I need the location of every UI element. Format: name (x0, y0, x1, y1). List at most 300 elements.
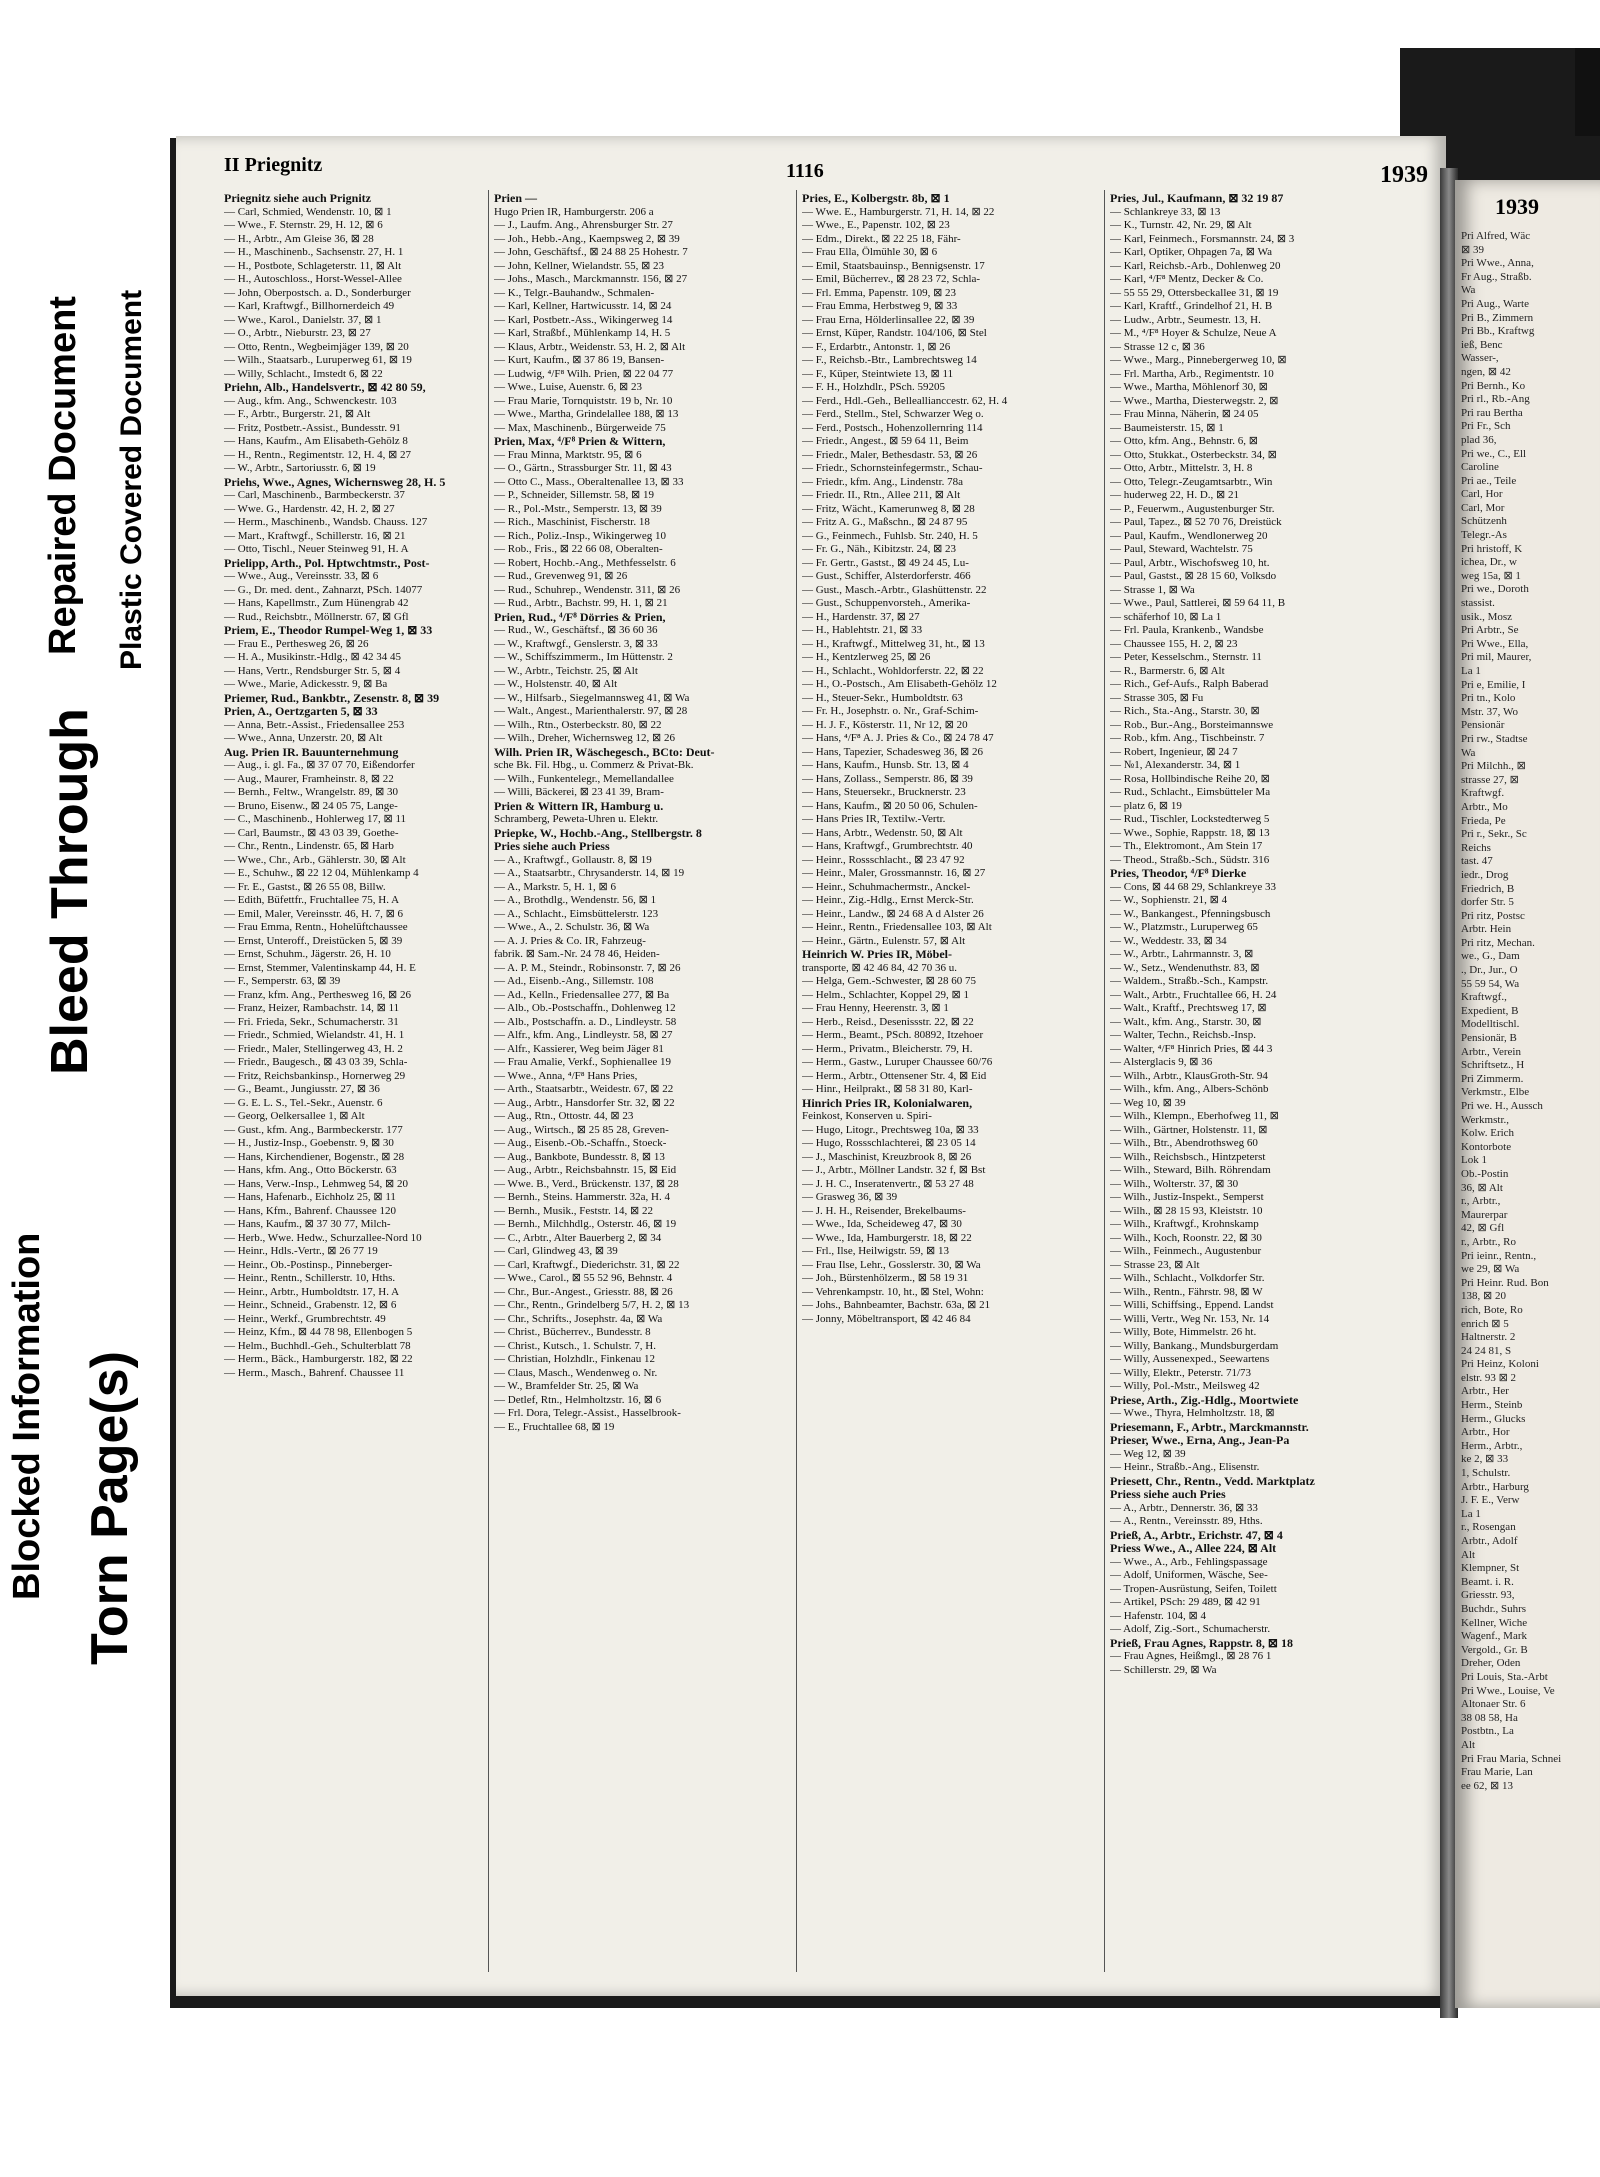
right-page-line: ke 2, ⊠ 33 (1461, 1453, 1509, 1466)
directory-entry: — Max, Maschinenb., Bürgerweide 75 (494, 421, 666, 434)
directory-entry: — Edith, Büfettfr., Fruchtallee 75, H. A (224, 894, 400, 906)
directory-heading-entry: Priess Wwe., A., Allee 224, ⊠ Alt (1110, 1542, 1277, 1555)
directory-entry: — H., Kraftwgf., Mittelweg 31, ht., ⊠ 13 (802, 637, 985, 650)
directory-entry: — John, Oberpostsch. a. D., Sonderburger (224, 286, 411, 299)
directory-entry: — Frau Amalie, Verkf., Sophienallee 19 (494, 1056, 671, 1068)
directory-entry: — Aug., Eisenb.-Ob.-Schaffn., Stoeck- (494, 1137, 667, 1149)
right-page-line: Pri Frau Maria, Schnei (1461, 1752, 1562, 1765)
directory-entry: — Wwe., Paul, Sattlerei, ⊠ 59 64 11, B (1110, 597, 1286, 609)
directory-entry: — Paul, Tapez., ⊠ 52 70 76, Dreistück (1110, 516, 1282, 528)
directory-entry: — Hans, Kaufm., ⊠ 37 30 77, Milch- (224, 1218, 391, 1230)
torn-pages-label: Torn Page(s) (81, 1351, 139, 1665)
directory-entry: — Helm., Buchhdl.-Geh., Schulterblatt 78 (224, 1339, 411, 1352)
right-page-line: La 1 (1461, 1507, 1481, 1520)
right-page-line: enrich ⊠ 5 (1461, 1317, 1509, 1330)
directory-entry: — P., Feuerwm., Augustenburger Str. (1110, 502, 1275, 515)
directory-entry: — Herm., Privatm., Bleicherstr. 79, H. (802, 1042, 973, 1055)
directory-entry: — Bernh., Steins. Hammerstr. 32a, H. 4 (494, 1191, 670, 1203)
directory-entry: — Frl., Ilse, Heilwigstr. 59, ⊠ 13 (802, 1245, 950, 1257)
directory-entry: — Frau Erna, Hölderlinsallee 22, ⊠ 39 (802, 313, 975, 326)
directory-heading-entry: Priegnitz siehe auch Prignitz (224, 192, 371, 205)
directory-entry: — H., Hardenstr. 37, ⊠ 27 (802, 610, 920, 623)
directory-entry: — Willy, Pol.-Mstr., Meilsweg 42 (1110, 1380, 1260, 1392)
directory-entry: — Klaus, Arbtr., Weidenstr. 53, H. 2, ⊠ Alt (494, 340, 686, 353)
directory-entry: — Herm., Masch., Bahrenf. Chaussee 11 (224, 1366, 405, 1379)
directory-entry: — Wilh., ⊠ 28 15 93, Kleiststr. 10 (1110, 1204, 1263, 1217)
directory-entry: — Gust., Masch.-Arbtr., Glashüttenstr. 22 (802, 583, 987, 596)
directory-heading-entry: Priemer, Rud., Bankbtr., Zesenstr. 8, ⊠ 39 (224, 691, 440, 705)
right-page-line: Herm., Steinb (1461, 1399, 1523, 1412)
directory-entry: — Walt., Angest., Marienthalerstr. 97, ⊠ 28 (494, 705, 688, 717)
directory-entry: — Paul, Steward, Wachtelstr. 75 (1110, 543, 1253, 555)
right-page-line: ., Dr., Jur., O (1461, 964, 1518, 977)
directory-entry: — John, Geschäftsf., ⊠ 24 88 25 Hohestr. 7 (494, 246, 688, 258)
directory-entry: — Paul, Kaufm., Wendlonerweg 20 (1110, 529, 1268, 542)
directory-entry: — Fritz, Wächt., Kamerunweg 8, ⊠ 28 (802, 502, 975, 515)
directory-heading-entry: Priesemann, F., Arbtr., Marckmannstr. (1110, 1420, 1309, 1434)
directory-entry: — W., Setz., Wendenuthstr. 83, ⊠ (1110, 961, 1260, 974)
directory-entry: — Rich., Gef-Aufs., Ralph Baberad (1110, 678, 1269, 690)
directory-entry: — Wilh., Staatsarb., Luruperweg 61, ⊠ 19 (224, 354, 412, 366)
directory-entry: — Wwe., A., Arb., Fehlingspassage (1110, 1555, 1268, 1568)
right-page-line: Pri Aug., Warte (1461, 297, 1529, 310)
directory-entry: — Herb., Reisd., Desenissstr. 22, ⊠ 22 (802, 1015, 974, 1028)
right-page-line: Klempner, St (1461, 1562, 1520, 1575)
directory-entry: — Ferd., Postsch., Hohenzollernring 114 (802, 421, 983, 434)
directory-entry: — Hans Pries IR, Textilw.-Vertr. (802, 813, 946, 825)
directory-entry: — H., Hablehtstr. 21, ⊠ 33 (802, 624, 923, 636)
directory-entry: — Rud., Schlacht., Eimsbütteler Ma (1110, 786, 1271, 798)
directory-entry: — J. H. H., Reisender, Brekelbaums- (802, 1204, 966, 1217)
directory-column-1 (224, 192, 484, 1972)
directory-entry: — Ferd., Stellm., Stel, Schwarzer Weg o. (802, 408, 984, 420)
directory-entry: — Rud., Grevenweg 91, ⊠ 26 (494, 570, 628, 582)
directory-entry: — Ludwig, ⁴/F⁸ Wilh. Prien, ⊠ 22 04 77 (494, 367, 674, 380)
directory-heading-entry: Pries siehe auch Priess (494, 840, 610, 853)
directory-entry: — Wwe., Chr., Arb., Gählerstr. 30, ⊠ Alt (224, 853, 406, 866)
directory-entry: — Fr. Gertr., Gastst., ⊠ 49 24 45, Lu- (802, 556, 969, 569)
right-page-line: Pri r., Sekr., Sc (1461, 828, 1527, 841)
directory-entry: — W., Platzmstr., Luruperweg 65 (1110, 921, 1258, 933)
directory-entry: — Wwe., Thyra, Helmholtzstr. 18, ⊠ (1110, 1407, 1275, 1419)
directory-entry: — Rud., Schuhrep., Wendenstr. 311, ⊠ 26 (494, 583, 681, 596)
directory-entry: — Hinr., Heilprakt., ⊠ 58 31 80, Karl- (802, 1083, 973, 1095)
directory-entry: — W., Hilfsarb., Siegelmannsweg 41, ⊠ Wa (494, 691, 690, 704)
right-page-line: Mstr. 37, Wo (1461, 705, 1518, 718)
directory-entry: — Friedr., Schmied, Wielandstr. 41, H. 1 (224, 1029, 405, 1041)
right-page-line: stassist. (1461, 597, 1495, 610)
directory-entry: — H., O.-Postsch., Am Elisabeth-Gehölz 12 (802, 678, 997, 690)
directory-entry: — Hans, Verw.-Insp., Lehmweg 54, ⊠ 20 (224, 1177, 408, 1190)
directory-entry: — A., Arbtr., Dennerstr. 36, ⊠ 33 (1110, 1501, 1258, 1514)
right-page-line: Pensionär, B (1461, 1032, 1517, 1045)
directory-entry: — Heinr., Hdls.-Vertr., ⊠ 26 77 19 (224, 1245, 378, 1257)
directory-entry: — Karl, ⁴/F⁸ Mentz, Decker & Co. (1110, 273, 1264, 285)
directory-entry: — Wwe., Luise, Auenstr. 6, ⊠ 23 (494, 381, 643, 393)
directory-entry: — Chr., Rentn., Lindenstr. 65, ⊠ Harb (224, 840, 394, 852)
directory-entry: — Kurt, Kaufm., ⊠ 37 86 19, Bansen- (494, 354, 665, 366)
directory-entry: — Wwe., Marg., Pinnebergerweg 10, ⊠ (1110, 354, 1287, 366)
directory-entry: — Adolf, Uniformen, Wäsche, See- (1110, 1569, 1268, 1581)
directory-entry: — W., Holstenstr. 40, ⊠ Alt (494, 678, 618, 690)
right-page-line: rich, Bote, Ro (1461, 1303, 1523, 1316)
right-page-line: Griesstr. 93, (1461, 1589, 1515, 1602)
directory-entry: — A. P. M., Steindr., Robinsonstr. 7, ⊠ 26 (494, 961, 681, 974)
directory-entry: — Ad., Eisenb.-Ang., Sillemstr. 108 (494, 975, 654, 987)
directory-entry: — Wilh., Funkentelegr., Memellandallee (494, 772, 674, 785)
directory-entry: — Karl, Kraftf., Grindelhof 21, H. B (1110, 300, 1273, 312)
right-page-line: Dreher, Oden (1461, 1657, 1521, 1670)
directory-entry: — 55 55 29, Ottersbeckallee 31, ⊠ 19 (1110, 286, 1279, 299)
directory-entry: — Wilh., Koch, Roonstr. 22, ⊠ 30 (1110, 1231, 1262, 1244)
directory-heading-entry: Wilh. Prien IR, Wäschegesch., BCto: Deut- (494, 745, 715, 759)
directory-entry: — Wilh., Rtn., Osterbeckstr. 80, ⊠ 22 (494, 718, 662, 731)
directory-entry: — Cons, ⊠ 44 68 29, Schlankreye 33 (1110, 880, 1276, 893)
directory-entry: — Wwe., Anna, ⁴/F⁸ Hans Pries, (494, 1069, 638, 1082)
directory-entry: — Johs., Masch., Marckmannstr. 156, ⊠ 27 (494, 273, 688, 285)
right-page-line: Pri we., C., Ell (1461, 447, 1527, 460)
directory-entry: — Heinr., Rentn., Schillerstr. 10, Hths. (224, 1272, 396, 1284)
directory-entry: — Carl, Kraftwgf., Diederichstr. 31, ⊠ 22 (494, 1258, 680, 1271)
right-page-line: Kraftwgf. (1461, 787, 1505, 800)
right-page-line: Pri ritz, Mechan. (1461, 936, 1535, 949)
directory-entry: — H., Schlacht., Wohldorferstr. 22, ⊠ 22 (802, 664, 984, 677)
directory-entry: — C., Maschinenb., Hohlerweg 17, ⊠ 11 (224, 813, 407, 825)
right-page-line: Beamt. i. R. (1461, 1575, 1514, 1588)
directory-entry: — Wwe., Sophie, Rappstr. 18, ⊠ 13 (1110, 826, 1270, 839)
directory-entry: — G., Feinmech., Fuhlsb. Str. 240, H. 5 (802, 529, 978, 542)
directory-entry: — Helm., Schlachter, Koppel 29, ⊠ 1 (802, 988, 970, 1001)
right-page-line: Friedrich, B (1461, 882, 1515, 895)
directory-column-4 (1110, 192, 1435, 1972)
right-page-line: Altonaer Str. 6 (1461, 1698, 1526, 1711)
directory-entry: — Jonny, Möbeltransport, ⊠ 42 46 84 (802, 1312, 971, 1325)
right-page-line: Wagenf., Mark (1461, 1630, 1528, 1643)
directory-entry: — J. H. C., Inseratenvertr., ⊠ 53 27 48 (802, 1177, 974, 1190)
directory-entry: — Adolf, Zig.-Sort., Schumacherstr. (1110, 1623, 1271, 1635)
directory-entry: — Ad., Kelln., Friedensallee 277, ⊠ Ba (494, 988, 670, 1001)
right-page-line: Frau Marie, Lan (1461, 1766, 1533, 1779)
directory-entry: — Hans, Kfm., Bahrenf. Chaussee 120 (224, 1204, 396, 1217)
directory-entry: — Hans, kfm. Ang., Otto Böckerstr. 63 (224, 1164, 397, 1176)
directory-entry: — Wwe., Karol., Danielstr. 37, ⊠ 1 (224, 313, 382, 326)
directory-entry: — A., Markstr. 5, H. 1, ⊠ 6 (494, 880, 616, 893)
directory-entry: — Friedr., Angest., ⊠ 59 64 11, Beim (802, 435, 969, 447)
right-page-line: 55 59 54, Wa (1461, 977, 1520, 990)
directory-entry: — Willi, Bäckerei, ⊠ 23 41 39, Bram- (494, 786, 664, 798)
directory-entry: — Frl. Martha, Arb., Regimentstr. 10 (1110, 367, 1274, 380)
directory-entry: — Friedr. II., Rtn., Allee 211, ⊠ Alt (802, 489, 961, 501)
right-page-line: Arbtr., Hor (1461, 1426, 1510, 1439)
directory-heading-entry: Priese, Arth., Zig.-Hdlg., Moortwiete (1110, 1393, 1299, 1407)
right-page-year: 1939 (1495, 194, 1539, 219)
directory-entry: — Heinr., Schuhmachermstr., Anckel- (802, 880, 971, 893)
directory-entry: — Karl, Optiker, Ohpagen 7a, ⊠ Wa (1110, 246, 1272, 258)
directory-entry: — J., Laufm. Ang., Ahrensburger Str. 27 (494, 219, 673, 231)
directory-entry: — Frl. Paula, Krankenb., Wandsbe (1110, 624, 1264, 636)
directory-entry: — Wwe., Ida, Scheideweg 47, ⊠ 30 (802, 1218, 962, 1230)
directory-entry: — Otto, Rentn., Wegbeimjäger 139, ⊠ 20 (224, 340, 409, 353)
directory-entry: — Chr., Rentn., Grindelberg 5/7, H. 2, ⊠ 13 (494, 1299, 690, 1311)
right-page-line: Pri Milchh., ⊠ (1461, 760, 1526, 773)
directory-entry: — Grasweg 36, ⊠ 39 (802, 1191, 898, 1203)
right-page-line: Vergold., Gr. B (1461, 1643, 1528, 1656)
right-page-line: Pri Heinz, Koloni (1461, 1358, 1539, 1371)
directory-entry: — Anna, Betr.-Assist., Friedensallee 253 (224, 718, 405, 731)
directory-entry: — Karl, Reichsb.-Arb., Dohlenweg 20 (1110, 259, 1281, 272)
right-page-line: ngen, ⊠ 42 (1461, 365, 1511, 378)
directory-entry: — Karl, Kellner, Hartwicusstr. 14, ⊠ 24 (494, 300, 672, 312)
directory-entry: — Aug., Arbtr., Reichsbahnstr. 15, ⊠ Eid (494, 1164, 677, 1176)
blocked-information-label: Blocked Information (6, 1232, 48, 1600)
directory-entry: — Paul, Gastst., ⊠ 28 15 60, Volksdo (1110, 570, 1277, 582)
directory-entry: — Friedr., kfm. Ang., Lindenstr. 78a (802, 475, 964, 488)
directory-entry: — Hans, Kaufm., ⊠ 20 50 06, Schulen- (802, 799, 978, 812)
directory-entry: — Otto, Telegr.-Zeugamtsarbtr., Win (1110, 475, 1273, 488)
directory-entry: — Robert, Ingenieur, ⊠ 24 7 (1110, 745, 1238, 758)
directory-entry: — Emil, Bücherrev., ⊠ 28 23 72, Schla- (802, 273, 981, 285)
directory-heading-entry: Prielipp, Arth., Pol. Hptwchtmstr., Post- (224, 556, 430, 570)
directory-entry: — Walter, ⁴/F⁸ Hinrich Pries, ⊠ 44 3 (1110, 1042, 1273, 1055)
directory-year: 1939 (1380, 162, 1428, 188)
directory-entry: — Rosa, Hollbindische Reihe 20, ⊠ (1110, 772, 1270, 785)
plastic-covered-label: Plastic Covered Document (115, 289, 148, 670)
directory-entry: — Strasse 1, ⊠ Wa (1110, 583, 1195, 596)
directory-entry: — Fritz, Postbetr.-Assist., Bundesstr. 91 (224, 421, 401, 434)
directory-entry: — Hugo, Litogr., Prechtsweg 10a, ⊠ 33 (802, 1123, 979, 1136)
directory-entry: — Hugo, Rossschlachterei, ⊠ 23 05 14 (802, 1137, 976, 1149)
directory-entry: — Aug., Maurer, Framheinstr. 8, ⊠ 22 (224, 772, 394, 785)
directory-entry: — Robert, Hochb.-Ang., Methfesselstr. 6 (494, 556, 676, 569)
right-page-line: ieß, Benc (1461, 338, 1503, 351)
directory-entry: — Willy, Bankang., Mundsburgerdam (1110, 1339, 1279, 1352)
directory-heading-entry: Prien — (494, 192, 537, 205)
right-page-line: Pri Wwe., Anna, (1461, 257, 1534, 270)
right-page-line: Modelltischl. (1461, 1018, 1520, 1031)
directory-entry: — Artikel, PSch: 29 489, ⊠ 42 91 (1110, 1596, 1261, 1608)
right-page-line: Kontorbote (1461, 1140, 1512, 1153)
page-number: 1116 (786, 160, 824, 182)
directory-entry: — Hans, Tapezier, Schadesweg 36, ⊠ 26 (802, 745, 984, 758)
directory-entry: — Wilh., Feinmech., Augustenbur (1110, 1245, 1262, 1257)
directory-entry: — Chr., Bur.-Angest., Griesstr. 88, ⊠ 26 (494, 1285, 673, 1298)
right-page-line: Pri Heinr. Rud. Bon (1461, 1276, 1549, 1289)
bleed-through-label: Bleed Through (41, 708, 99, 1075)
scan-top-margin (170, 48, 1400, 138)
directory-entry: — Wwe., A., 2. Schulstr. 36, ⊠ Wa (494, 921, 650, 933)
directory-entry: — O., Arbtr., Nieburstr. 23, ⊠ 27 (224, 327, 371, 339)
right-page-line: Kolw. Erich (1461, 1127, 1515, 1140)
directory-entry: — Heinr., Straßb.-Ang., Elisenstr. (1110, 1461, 1260, 1473)
directory-entry: — H., Maschinenb., Sachsenstr. 27, H. 1 (224, 246, 404, 258)
directory-entry: — F., Reichsb.-Btr., Lambrechtsweg 14 (802, 354, 977, 366)
directory-entry: — Rob., kfm. Ang., Tischbeinstr. 7 (1110, 732, 1265, 744)
directory-entry: — Frau Minna, Näherin, ⊠ 24 05 (1110, 408, 1259, 420)
directory-entry: — H., Postbote, Schlageterstr. 11, ⊠ Alt (224, 259, 402, 272)
right-page-line: Schriftsetz., H (1461, 1059, 1525, 1072)
directory-entry: — Johs., Bahnbeamter, Bachstr. 63a, ⊠ 21 (802, 1299, 991, 1311)
directory-heading-entry: Priem, E., Theodor Rumpel-Weg 1, ⊠ 33 (224, 624, 433, 637)
directory-entry: — K., Turnstr. 42, Nr. 29, ⊠ Alt (1110, 219, 1252, 231)
annotation-label-strip (0, 0, 185, 2177)
directory-entry: — A., Brothdlg., Wendenstr. 56, ⊠ 1 (494, 894, 657, 906)
directory-entry: — Hans, Steuersekr., Brucknerstr. 23 (802, 786, 966, 798)
directory-entry: — Waldem., Straßb.-Sch., Kampstr. (1110, 975, 1269, 987)
directory-entry: — M., ⁴/F⁸ Hoyer & Schulze, Neue A (1110, 327, 1277, 339)
directory-heading-entry: Priepke, W., Hochb.-Ang., Stellbergstr. 8 (494, 826, 702, 840)
directory-entry: — Weg 10, ⊠ 39 (1110, 1096, 1186, 1109)
right-page-line: Pri Arbtr., Se (1461, 624, 1519, 637)
right-page-line: Pri rw., Stadtse (1461, 732, 1528, 745)
directory-entry: — Franz, Heizer, Rambachstr. 14, ⊠ 11 (224, 1002, 400, 1014)
right-page-line: Pri ae., Teile (1461, 474, 1517, 487)
directory-entry: — Heinr., Landw., ⊠ 24 68 A d Alster 26 (802, 907, 984, 920)
directory-entry: — Wilh., Btr., Abendrothsweg 60 (1110, 1137, 1258, 1149)
section-heading: II Priegnitz (224, 154, 323, 176)
right-page-line: Pri Wwe., Louise, Ve (1461, 1684, 1555, 1697)
right-page-line: r., Arbtr., Ro (1461, 1235, 1517, 1248)
right-page-line: dorfer Str. 5 (1461, 896, 1514, 909)
column-divider (796, 190, 797, 1972)
directory-entry: — Ernst, Unteroff., Dreistücken 5, ⊠ 39 (224, 934, 403, 947)
directory-entry: — W., Arbtr., Lahrmannstr. 3, ⊠ (1110, 948, 1254, 960)
right-page-line: Pri we., Doroth (1461, 583, 1529, 596)
directory-entry: — Otto, Tischl., Neuer Steinweg 91, H. A (224, 543, 409, 555)
directory-entry: — G., Dr. med. dent., Zahnarzt, PSch. 14077 (224, 583, 423, 596)
directory-entry: — Herm., Beamt., PSch. 80892, Itzehoer (802, 1029, 984, 1041)
directory-entry: — Frau Agnes, Heißmgl., ⊠ 28 76 1 (1110, 1650, 1272, 1662)
right-page-line: Postbtn., La (1461, 1725, 1514, 1738)
directory-left-page (176, 136, 1446, 1996)
directory-entry: — Hans, Hafenarb., Eichholz 25, ⊠ 11 (224, 1191, 396, 1203)
directory-entry: — №1, Alexanderstr. 34, ⊠ 1 (1110, 759, 1241, 771)
right-page-line: plad 36, (1461, 433, 1497, 446)
directory-entry: — Willi, Vertr., Weg Nr. 153, Nr. 14 (1110, 1312, 1270, 1325)
directory-entry: — O., Gärtn., Strassburger Str. 11, ⊠ 43 (494, 462, 672, 474)
directory-entry: — John, Kellner, Wielandstr. 55, ⊠ 23 (494, 259, 665, 272)
directory-entry: — Heinz, Kfm., ⊠ 44 78 98, Ellenbogen 5 (224, 1326, 413, 1338)
directory-entry: — Walter, Techn., Reichsb.-Insp. (1110, 1029, 1256, 1041)
directory-entry: — H. A., Musikinstr.-Hdlg., ⊠ 42 34 45 (224, 651, 401, 663)
directory-entry: — Carl, Baumstr., ⊠ 43 03 39, Goethe- (224, 826, 399, 839)
directory-entry: — Theod., Straßb.-Sch., Südstr. 316 (1110, 853, 1270, 866)
directory-heading-entry: Priehs, Wwe., Agnes, Wichernsweg 28, H. 5 (224, 475, 446, 489)
directory-column-3 (802, 192, 1100, 1972)
right-page-line: Arbtr., Verein (1461, 1045, 1521, 1058)
directory-entry: — Frau Emma, Rentn., Hohelüftchaussee (224, 921, 408, 933)
directory-entry: — Hafenstr. 104, ⊠ 4 (1110, 1609, 1206, 1622)
directory-entry: — Alb., Postschaffn. a. D., Lindleystr. 58 (494, 1015, 677, 1028)
right-page-line: Alt (1461, 1738, 1476, 1751)
right-page-line: Pri Zimmerm. (1461, 1072, 1524, 1085)
directory-entry: — Rob., Fris., ⊠ 22 66 08, Oberalten- (494, 543, 663, 555)
right-page-line: Wa (1461, 746, 1476, 759)
directory-entry: — Baumeisterstr. 15, ⊠ 1 (1110, 421, 1224, 434)
directory-entry: — Frau Ella, Ölmühle 30, ⊠ 6 (802, 246, 938, 258)
directory-entry: — Wilh., Justiz-Inspekt., Semperst (1110, 1191, 1264, 1203)
directory-entry: — Hans, Kaufm., Hunsb. Str. 13, ⊠ 4 (802, 759, 969, 771)
directory-entry: — Heinr., Schneid., Grabenstr. 12, ⊠ 6 (224, 1299, 397, 1311)
directory-entry: — Aug., Bankbote, Bundesstr. 8, ⊠ 13 (494, 1150, 665, 1163)
directory-entry: — Heinr., Ob.-Postinsp., Pinneberger- (224, 1258, 393, 1271)
directory-entry: — Alb., Ob.-Postschaffn., Dohlenweg 12 (494, 1002, 676, 1014)
column-divider (1104, 190, 1105, 1972)
directory-entry: — W., Arbtr., Teichstr. 25, ⊠ Alt (494, 664, 638, 677)
right-page-line: Herm., Arbtr., (1461, 1439, 1523, 1452)
directory-entry: — Wwe. E., Hamburgerstr. 71, H. 14, ⊠ 22 (802, 205, 995, 218)
right-page-line: Herm., Glucks (1461, 1412, 1526, 1425)
directory-entry: — Carl, Maschinenb., Barmbeckerstr. 37 (224, 489, 405, 501)
right-page-line: r., Arbtr., (1461, 1195, 1501, 1208)
right-page-line: Expedient, B (1461, 1004, 1519, 1017)
directory-entry: — Detlef, Rtn., Helmholtzstr. 16, ⊠ 6 (494, 1393, 662, 1406)
right-page-lines (1455, 230, 1600, 1793)
directory-entry: — Rud., W., Geschäftsf., ⊠ 36 60 36 (494, 624, 658, 636)
directory-heading-entry: Priesett, Chr., Rentn., Vedd. Marktplatz (1110, 1474, 1315, 1488)
directory-entry: transporte, ⊠ 42 46 84, 42 70 36 u. (802, 961, 957, 974)
directory-entry: — Wwe., Carol., ⊠ 55 52 96, Behnstr. 4 (494, 1272, 673, 1284)
directory-entry: — Rich., Poliz.-Insp., Wikingerweg 10 (494, 529, 666, 542)
directory-entry: — Friedr., Schornsteinfegermstr., Schau- (802, 462, 983, 474)
directory-entry: — Fritz, Reichsbankinsp., Hornerweg 29 (224, 1069, 406, 1082)
right-page-line: strasse 27, ⊠ (1461, 773, 1519, 786)
directory-entry: — F., Semperstr. 63, ⊠ 39 (224, 975, 341, 987)
directory-entry: — A., Schlacht., Eimsbüttelerstr. 123 (494, 907, 659, 920)
directory-entry: — Willi, Schiffsing., Eppend. Landst (1110, 1299, 1274, 1311)
right-page-line: Pri we. H., Aussch (1461, 1100, 1543, 1112)
directory-entry: — Schillerstr. 29, ⊠ Wa (1110, 1663, 1217, 1676)
right-page-line: J. F. E., Verw (1461, 1494, 1520, 1507)
directory-entry: — Georg, Oelkersallee 1, ⊠ Alt (224, 1110, 365, 1122)
right-page-line: 1, Schulstr. (1461, 1467, 1511, 1480)
right-page-line: Pensionär (1461, 719, 1505, 732)
right-page-line: 42, ⊠ Gfl (1461, 1222, 1505, 1235)
right-page-line: 36, ⊠ Alt (1461, 1181, 1503, 1194)
right-page-line: we 29, ⊠ Wa (1461, 1263, 1520, 1276)
directory-entry: — Wwe., Martha, Möhlenorf 30, ⊠ (1110, 381, 1268, 393)
directory-entry: — W., Schiffszimmerm., Im Hüttenstr. 2 (494, 651, 673, 663)
directory-heading-entry: Prien, A., Oertzgarten 5, ⊠ 33 (224, 705, 378, 718)
directory-heading-entry: Prien & Wittern IR, Hamburg u. (494, 799, 664, 813)
right-page-line: ⊠ 39 (1461, 243, 1484, 256)
directory-entry: — Chr., Schrifts., Josephstr. 4a, ⊠ Wa (494, 1312, 663, 1325)
directory-entry: — Bernh., Musik., Feststr. 14, ⊠ 22 (494, 1204, 653, 1217)
directory-entry: Feinkost, Konserven u. Spiri- (802, 1110, 932, 1122)
directory-entry: — H., Justiz-Insp., Goebenstr. 9, ⊠ 30 (224, 1137, 394, 1149)
directory-entry: — G., Beamt., Jungiusstr. 27, ⊠ 36 (224, 1083, 380, 1095)
directory-entry: — Gust., kfm. Ang., Barmbeckerstr. 177 (224, 1123, 403, 1136)
directory-entry: — Friedr., Maler, Stellingerweg 43, H. 2 (224, 1042, 403, 1055)
directory-entry: — Strasse 12 c, ⊠ 36 (1110, 340, 1205, 353)
directory-entry: — Ernst, Schuhm., Jägerstr. 26, H. 10 (224, 948, 391, 960)
directory-entry: — Fr. H., Josephstr. o. Nr., Graf-Schim- (802, 705, 979, 717)
directory-entry: — Strasse 23, ⊠ Alt (1110, 1258, 1200, 1271)
directory-heading-entry: Pries, Theodor, ⁴/F⁸ Dierke (1110, 867, 1247, 880)
right-page-line: Frieda, Pe (1461, 814, 1506, 827)
directory-entry: — Walt., Arbtr., Fruchtallee 66, H. 24 (1110, 988, 1277, 1001)
right-page-line: Pri mil, Maurer, (1461, 651, 1532, 664)
directory-entry: — W., Bankangest., Pfenningsbusch (1110, 907, 1271, 920)
directory-entry: — Wwe., Aug., Vereinsstr. 33, ⊠ 6 (224, 570, 379, 582)
directory-entry: — Weg 12, ⊠ 39 (1110, 1447, 1186, 1460)
directory-right-page-fragment (1455, 180, 1600, 2008)
directory-entry: — F. H., Holzhdlr., PSch. 59205 (802, 381, 946, 393)
directory-entry: — Alsterglacis 9, ⊠ 36 (1110, 1056, 1213, 1068)
directory-entry: — F., Küper, Steintwiete 13, ⊠ 11 (802, 367, 954, 380)
directory-entry: — Wwe., Martha, Diesterwegstr. 2, ⊠ (1110, 394, 1279, 407)
directory-entry: — Hans, Kraftwgf., Grumbrechtstr. 40 (802, 840, 973, 852)
right-page-line: Maurerpar (1461, 1208, 1508, 1221)
